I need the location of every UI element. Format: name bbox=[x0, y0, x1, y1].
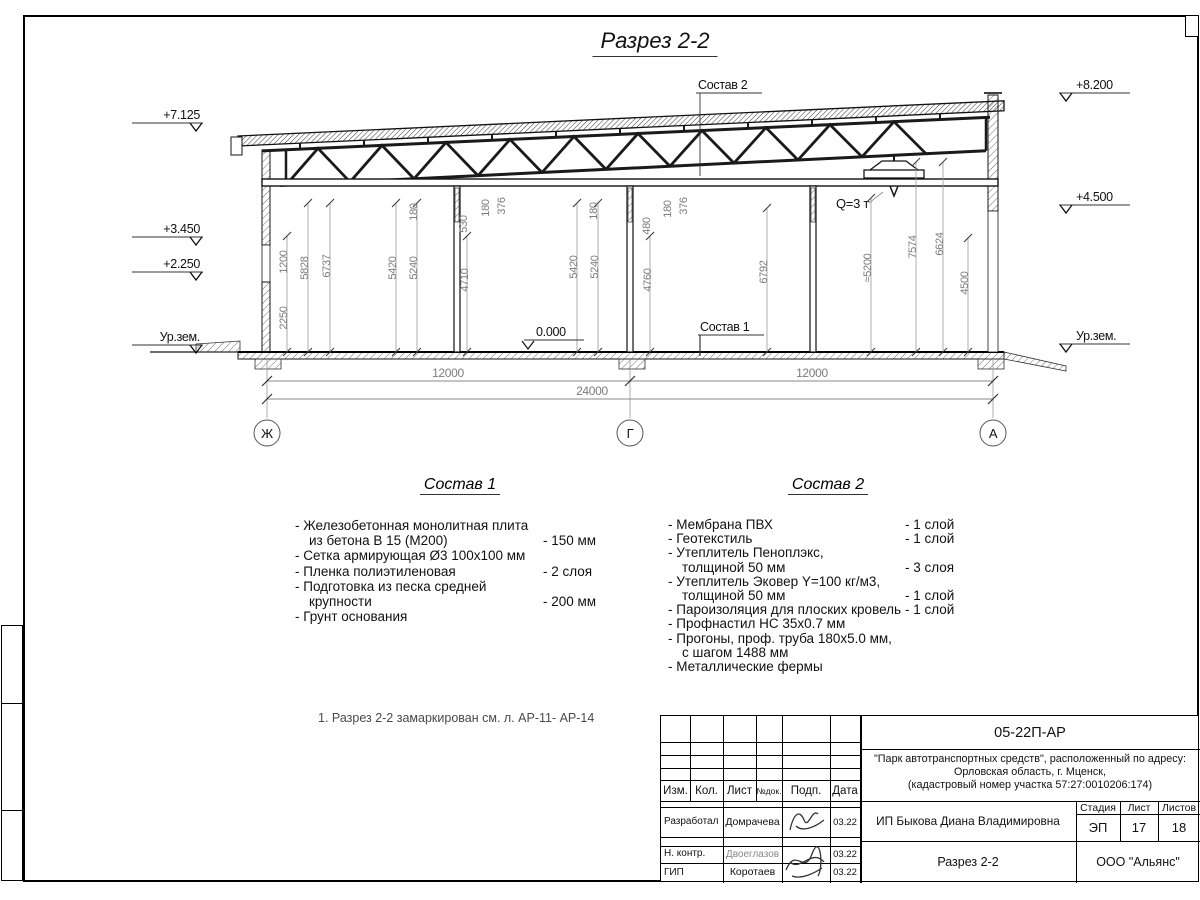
dimension-label: 530 bbox=[458, 215, 470, 233]
composition-item: - Металлические фермы bbox=[668, 659, 823, 675]
truss-diagonal bbox=[862, 122, 926, 157]
crane-monorail bbox=[864, 170, 924, 178]
elevation-arrow bbox=[190, 123, 202, 131]
crane-hook bbox=[890, 186, 898, 196]
dimension-label: 180 bbox=[662, 200, 674, 218]
composition-item: - Утеплитель Эковер Y=100 кг/м3, bbox=[668, 573, 881, 589]
sheets-value: 18 bbox=[1171, 820, 1187, 835]
dimension-label: 180 bbox=[408, 203, 420, 221]
truss-diagonal bbox=[350, 145, 414, 182]
column-head bbox=[811, 188, 815, 222]
signature-korotaev bbox=[782, 842, 830, 882]
date-3: 03.22 bbox=[833, 866, 857, 878]
eave-drip bbox=[231, 137, 242, 155]
date-1: 03.22 bbox=[833, 816, 857, 828]
dimension-label: 5420 bbox=[387, 256, 399, 280]
dimension-label: 7574 bbox=[907, 235, 919, 259]
stage-label: Стадия bbox=[1080, 801, 1116, 814]
elevation-arrow bbox=[1060, 93, 1072, 101]
truss-diagonal bbox=[478, 139, 542, 175]
composition-item: - Сетка армирующая Ø3 100х100 мм bbox=[295, 548, 526, 564]
right-wall bbox=[988, 95, 998, 211]
role-gip: ГИП bbox=[664, 867, 684, 878]
project-description bbox=[865, 753, 1195, 792]
dimension-label: 2250 bbox=[278, 306, 290, 330]
col-list: Лист bbox=[727, 784, 752, 797]
dimension-label: 6792 bbox=[758, 260, 770, 284]
company: ООО "Альянс" bbox=[1096, 855, 1180, 869]
runway-beam bbox=[262, 179, 998, 186]
role-nkontr: Н. контр. bbox=[664, 848, 706, 859]
dimension-label: 376 bbox=[496, 197, 508, 215]
dimension-label: 180 bbox=[480, 199, 492, 217]
truss-diagonal bbox=[798, 125, 862, 160]
crane-trapezoid bbox=[870, 161, 918, 170]
truss-diagonal bbox=[414, 142, 478, 178]
col-podp: Подп. bbox=[790, 784, 822, 797]
composition-1 bbox=[295, 476, 625, 624]
col-data: Дата bbox=[832, 784, 858, 797]
elevation-mark: +7.125 bbox=[163, 108, 200, 122]
floor-slab bbox=[238, 352, 1004, 359]
composition-item: - Пароизоляция для плоских кровель - 1 слой bbox=[668, 602, 955, 618]
dimension-label: 1200 bbox=[278, 250, 290, 274]
dimension-label: 12000 bbox=[796, 366, 828, 380]
dimension-label: 24000 bbox=[576, 384, 608, 398]
right-apron bbox=[1004, 352, 1066, 371]
col-izm: Изм. bbox=[663, 784, 688, 797]
sostav1-callout: Состав 1 bbox=[700, 320, 750, 334]
sheet-label: Лист bbox=[1127, 801, 1151, 814]
composition-1-list bbox=[295, 518, 625, 624]
date-2: 03.22 bbox=[833, 849, 857, 860]
axis-letter: Г bbox=[626, 426, 634, 441]
project-line1: "Парк автотранспортных средств", расположенный по адресу: bbox=[873, 753, 1187, 765]
footing bbox=[978, 359, 1004, 369]
right-wall-opening bbox=[988, 211, 998, 352]
client: ИП Быкова Диана Владимировна bbox=[876, 814, 1060, 828]
elevation-mark: +2.250 bbox=[163, 257, 200, 271]
margin-box bbox=[1, 625, 23, 704]
composition-2 bbox=[668, 476, 988, 674]
composition-item: толщиной 50 мм - 3 слоя bbox=[682, 559, 955, 575]
dimension-label: 12000 bbox=[432, 366, 464, 380]
composition-item: крупности - 200 мм bbox=[309, 594, 597, 610]
composition-item: - Профнастил НС 35х0.7 мм bbox=[668, 616, 846, 632]
composition-item: - Прогоны, проф. труба 180х5.0 мм, bbox=[668, 630, 892, 646]
dimension-label: 376 bbox=[678, 197, 690, 215]
sostav2-callout: Состав 2 bbox=[698, 78, 748, 92]
name-dvoeglazov: Двоеглазов bbox=[725, 849, 780, 860]
elevation-arrow bbox=[1060, 344, 1072, 352]
dimension-label: 5420 bbox=[568, 255, 580, 279]
elevation-mark: Ур.зем. bbox=[159, 330, 200, 344]
col-dok: №док. bbox=[756, 785, 782, 796]
name-korotaev: Коротаев bbox=[729, 866, 776, 878]
signature-domracheva bbox=[782, 804, 830, 838]
elevation-arrow bbox=[522, 341, 534, 349]
composition-item: - Пленка полиэтиленовая - 2 слоя bbox=[295, 563, 593, 579]
dimension-label: 5828 bbox=[299, 256, 311, 280]
elevation-mark: +3.450 bbox=[163, 222, 200, 236]
column-head bbox=[628, 188, 632, 222]
left-wall-opening bbox=[262, 245, 270, 282]
zero-level-label: 0.000 bbox=[536, 325, 566, 339]
drawing-name: Разрез 2-2 bbox=[937, 855, 999, 869]
margin-box bbox=[1, 810, 23, 881]
dimension-label: 6737 bbox=[321, 254, 333, 278]
composition-item: - Утеплитель Пеноплэкс, bbox=[668, 545, 824, 561]
truss-diagonal bbox=[606, 134, 670, 170]
elevation-arrow bbox=[190, 272, 202, 280]
footing bbox=[255, 359, 281, 369]
elevation-arrow bbox=[1060, 205, 1072, 213]
stage-value: ЭП bbox=[1088, 820, 1108, 835]
dimension-label: 6624 bbox=[934, 232, 946, 256]
composition-item: толщиной 50 мм - 1 слой bbox=[682, 588, 955, 604]
composition-item: с шагом 1488 мм bbox=[682, 644, 789, 660]
dimension-label: 4760 bbox=[642, 268, 654, 292]
role-razrabotal: Разработал bbox=[664, 816, 719, 827]
composition-item: из бетона В 15 (М200) - 150 мм bbox=[309, 533, 597, 549]
drawing-note: 1. Разрез 2-2 замаркирован см. л. АР-11- АР-14 bbox=[318, 711, 595, 725]
left-apron bbox=[196, 341, 240, 352]
footing bbox=[619, 359, 645, 369]
margin-box bbox=[1, 703, 23, 811]
left-wall bbox=[262, 150, 270, 245]
dimension-label: 4500 bbox=[959, 271, 971, 295]
drawing-title: Разрез 2-2 bbox=[592, 28, 717, 57]
elevation-mark: Ур.зем. bbox=[1076, 329, 1117, 343]
composition-1-title: Состав 1 bbox=[295, 476, 625, 494]
elevation-arrow bbox=[190, 237, 202, 245]
composition-2-title: Состав 2 bbox=[668, 476, 988, 494]
composition-item: - Железобетонная монолитная плита bbox=[295, 518, 529, 533]
elevation-mark: +4.500 bbox=[1076, 190, 1113, 204]
truss-diagonal bbox=[734, 128, 798, 163]
composition-item: - Геотекстиль - 1 слой bbox=[668, 531, 955, 547]
col-kol: Кол. bbox=[695, 784, 718, 797]
dimension-label: 180 bbox=[588, 202, 600, 220]
truss-diagonal bbox=[542, 136, 606, 172]
axis-letter: А bbox=[988, 426, 998, 441]
dimension-label: 5240 bbox=[589, 255, 601, 279]
title-block bbox=[660, 715, 1199, 882]
name-domracheva: Домрачева bbox=[725, 816, 780, 828]
doc-number: 05-22П-АР bbox=[994, 724, 1066, 741]
elevation-mark: +8.200 bbox=[1076, 78, 1113, 92]
axis-letter: Ж bbox=[261, 426, 273, 441]
dimension-label: 4710 bbox=[459, 268, 471, 292]
dimension-label: ≈5200 bbox=[862, 253, 874, 283]
composition-item: - Мембрана ПВХ - 1 слой bbox=[668, 517, 955, 532]
composition-item: - Подготовка из песка средней bbox=[295, 578, 487, 594]
dimension-label: 5240 bbox=[408, 256, 420, 280]
composition-2-list bbox=[668, 518, 988, 674]
left-wall bbox=[262, 282, 270, 352]
project-line3: (кадастровый номер участка 57:27:0010206:174) bbox=[907, 779, 1153, 791]
project-line2: Орловская область, г. Мценск, bbox=[953, 766, 1107, 778]
dimension-label: 480 bbox=[641, 217, 653, 235]
composition-item: - Грунт основания bbox=[295, 609, 408, 625]
sheets-label: Листов bbox=[1161, 801, 1197, 814]
crane-capacity-label: Q=3 т bbox=[836, 196, 869, 211]
truss-diagonal bbox=[670, 131, 734, 167]
sheet-value: 17 bbox=[1131, 820, 1147, 835]
